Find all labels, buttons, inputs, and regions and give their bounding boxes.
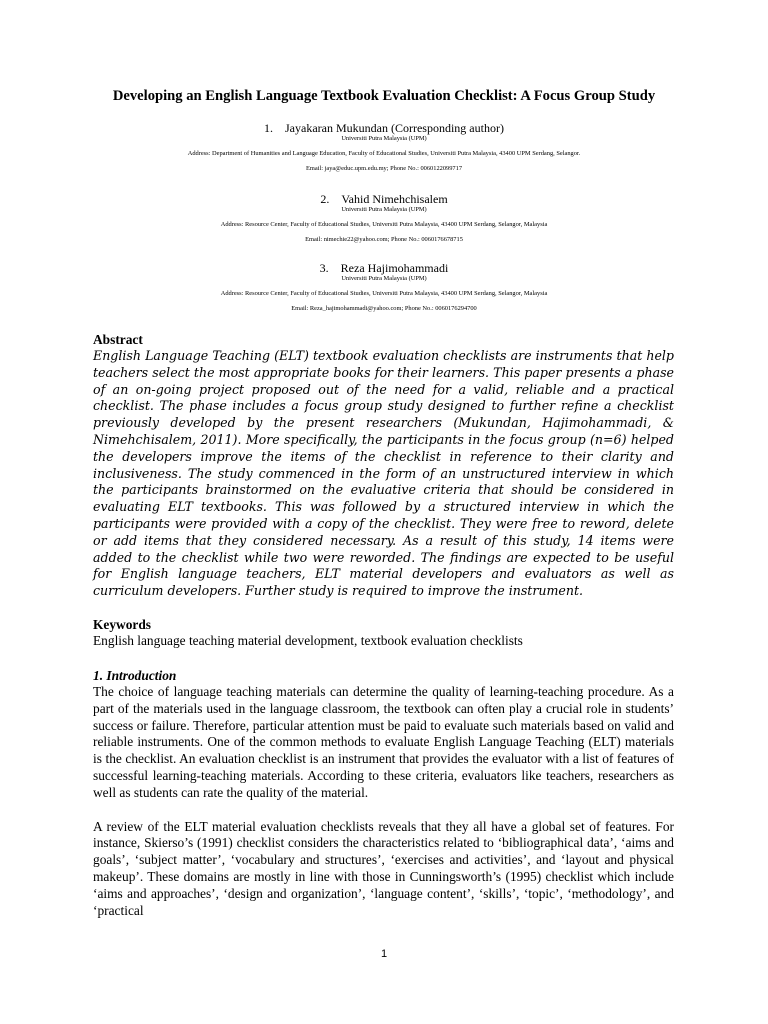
keywords-text: English language teaching material development, textbook evaluation checklists bbox=[93, 633, 523, 648]
author-affiliation: Universiti Putra Malaysia (UPM) bbox=[341, 206, 427, 213]
author-email: Email: nimechie22@yahoo.com; Phone No.: 0060176678715 bbox=[305, 236, 463, 243]
abstract-text: English Language Teaching (ELT) textbook evaluation checklists are instruments that help teachers select the most appropriate books for their learners. This paper presents a phase of an on-going project proposed out of the need for a valid, reliable and a practical checklist. The phase includes a focus group study designed to further refine a checklist previously developed by the present researchers (Mukundan, Hajimohammadi, & Nimehchisalem, 2011). More specifically, the participants in the focus group (n=6) helped the developers improve the items of the checklist in reference to their clarity and inclusiveness. The study commenced in the form of an unstructured interview in which the participants brainstormed on the evaluative criteria that should be considered in evaluating ELT textbooks. This was followed by a structured interview in which the participants were provided with a copy of the checklist. They were free to reword, delete or add items that they considered necessary. As a result of this study, 14 items were added to the checklist while two were reworded. The findings are expected to be useful for English language teachers, ELT material developers and evaluators as well as curriculum developers. Further study is required to improve the instrument. bbox=[93, 348, 674, 599]
author-affiliation: Universiti Putra Malaysia (UPM) bbox=[341, 275, 427, 282]
author-number: 2. bbox=[320, 192, 330, 206]
introduction-heading: 1. Introduction bbox=[93, 668, 177, 683]
introduction-paragraph: The choice of language teaching materials can determine the quality of learning-teaching procedure. As a part of the materials used in the language classroom, the textbook can often play a crucial role in students’ success or failure. Therefore, particular attention must be paid to evaluate such materials based on valid and reliable instruments. One of the common methods to evaluate English Language Teaching (ELT) materials is the checklist. An evaluation checklist is an instrument that provides the evaluator with a list of features of successful learning-teaching materials. According to these criteria, evaluators like teachers, researchers as well as students can rate the quality of the material. bbox=[93, 684, 674, 800]
author-name: Jayakaran Mukundan (Corresponding author) bbox=[285, 121, 504, 135]
author-email: Email: jaya@educ.upm.edu.my; Phone No.: 0060122099717 bbox=[305, 165, 463, 172]
author-block bbox=[0, 192, 768, 244]
author-block bbox=[0, 121, 768, 173]
abstract-heading: Abstract bbox=[93, 332, 143, 347]
paper-title: Developing an English Language Textbook Evaluation Checklist: A Focus Group Study bbox=[112, 88, 656, 104]
author-number: 3. bbox=[319, 261, 329, 275]
introduction-section bbox=[93, 667, 674, 919]
abstract-section bbox=[93, 331, 674, 600]
author-address: Address: Resource Center, Faculty of Educational Studies, Universiti Putra Malaysia, 43400 UPM Serdang, Selangor, Malaysia bbox=[220, 221, 548, 228]
author-name: Reza Hajimohammadi bbox=[340, 261, 449, 275]
author-name-line bbox=[0, 121, 768, 135]
author-email: Email: Reza_hajimohammadi@yahoo.com; Phone No.: 0060176294700 bbox=[291, 305, 477, 312]
author-number: 1. bbox=[264, 121, 274, 135]
author-name-line bbox=[0, 261, 768, 275]
author-address: Address: Resource Center, Faculty of Educational Studies, Universiti Putra Malaysia, 43400 UPM Serdang, Selangor, Malaysia bbox=[220, 290, 548, 297]
author-name-line bbox=[0, 192, 768, 206]
keywords-section bbox=[93, 616, 674, 650]
page-number: 1 bbox=[380, 948, 388, 960]
author-affiliation: Universiti Putra Malaysia (UPM) bbox=[341, 135, 427, 142]
author-name: Vahid Nimehchisalem bbox=[341, 192, 448, 206]
author-address: Address: Department of Humanities and Language Education, Faculty of Educational Studies, Universiti Putra Malaysia, 43400 UPM Serdang, Selangor. bbox=[187, 150, 581, 157]
introduction-paragraph: A review of the ELT material evaluation checklists reveals that they all have a global set of features. For instance, Skierso’s (1991) checklist considers the characteristics related to ‘bibliographical data’, ‘aims and goals’, ‘subject matter’, ‘vocabulary and structures’, ‘exercises and activities’, and ‘layout and physical makeup’. These domains are mostly in line with those in Cunningsworth’s (1995) checklist which include ‘aims and approaches’, ‘design and organization’, ‘language content’, ‘skills’, ‘topic’, ‘methodology’, and ‘practical bbox=[93, 818, 674, 918]
author-block bbox=[0, 261, 768, 313]
keywords-heading: Keywords bbox=[93, 617, 152, 632]
